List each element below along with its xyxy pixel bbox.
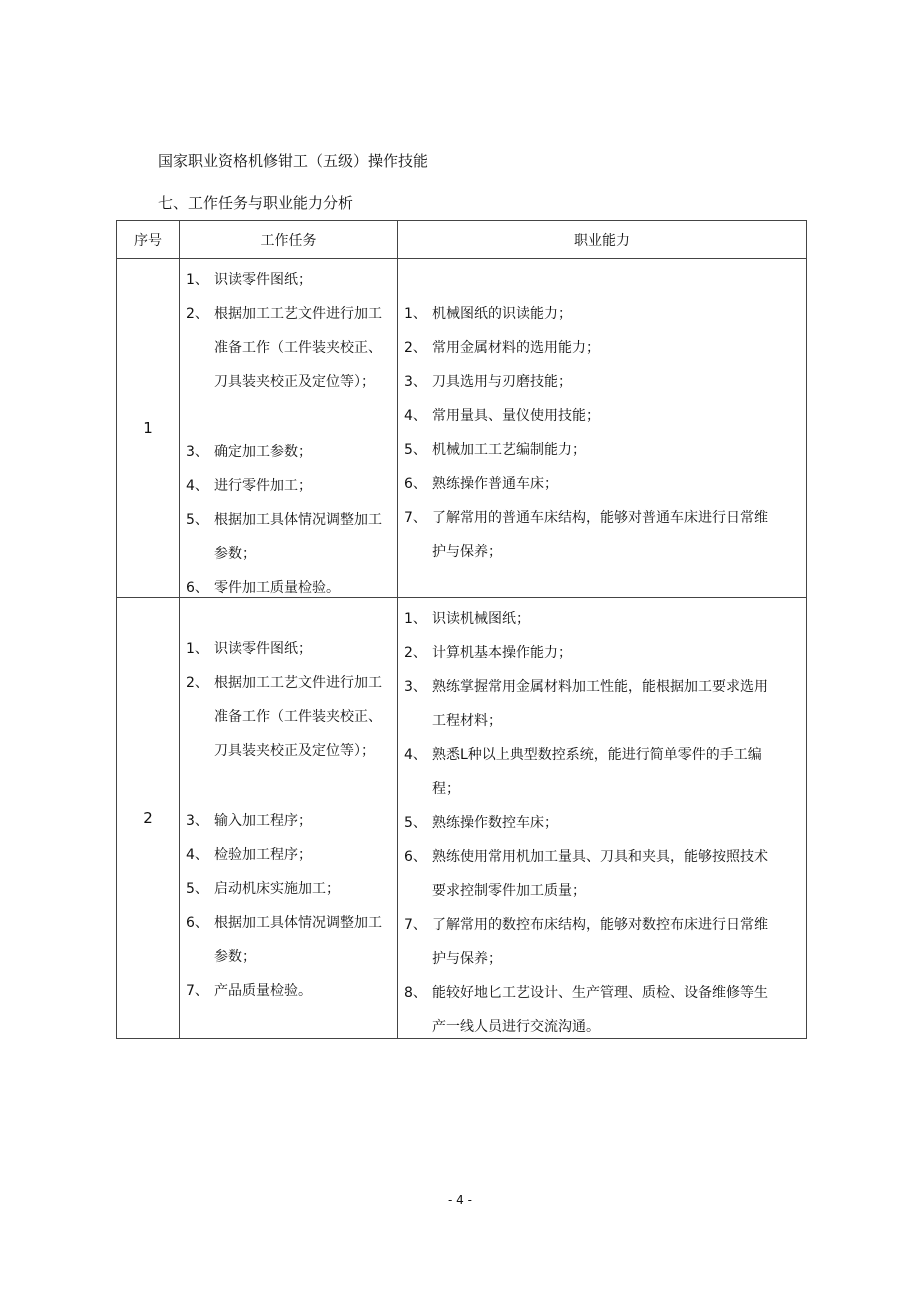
capability-cell [398, 259, 807, 598]
item-number: 3、 [186, 813, 209, 829]
list-item [186, 263, 393, 297]
item-text: 准备工作（工件装夹校正、 [214, 709, 382, 725]
item-number: 4、 [404, 747, 427, 763]
item-text: 输入加工程序； [214, 813, 312, 829]
item-text: 确定加工参数； [214, 444, 312, 460]
item-text: 零件加工质量检验。 [214, 580, 340, 596]
item-number: 7、 [404, 510, 427, 526]
item-number: 2、 [186, 306, 209, 322]
item-text: 根据加工工艺文件进行加工 [214, 306, 382, 322]
item-number: 6、 [404, 849, 427, 865]
item-text: 了解常用的普通车床结构，能够对普通车床进行日常维 [432, 510, 768, 526]
item-text: 识读零件图纸； [214, 641, 312, 657]
list-item [186, 974, 393, 1008]
item-number: 7、 [186, 983, 209, 999]
item-text: 机械加工工艺编制能力； [432, 442, 586, 458]
capability-list [398, 598, 806, 1038]
list-item [404, 365, 802, 399]
task-cell [180, 598, 398, 1039]
capability-list [398, 259, 806, 597]
item-text: 常用金属材料的选用能力； [432, 340, 600, 356]
column-header-task: 工作任务 [180, 221, 398, 259]
item-text: 刀具装夹校正及定位等）； [214, 743, 375, 759]
item-text: 熟悉L种以上典型数控系统，能进行简单零件的手工编 [432, 747, 762, 763]
item-text: 根据加工具体情况调整加工 [214, 915, 382, 931]
list-item [186, 503, 393, 571]
list-item [186, 804, 393, 838]
list-item [186, 297, 393, 399]
item-number: 5、 [404, 442, 427, 458]
section-title: 七、工作任务与职业能力分析 [158, 194, 354, 212]
item-text: 程； [432, 781, 460, 797]
item-text: 启动机床实施加工； [214, 881, 340, 897]
document-title: 国家职业资格机修钳工（五级）操作技能 [158, 152, 429, 170]
item-text: 能较好地匕工艺设计、生产管理、质检、设备维修等生 [432, 985, 768, 1001]
column-header-seq: 序号 [117, 221, 180, 259]
item-text: 识读机械图纸； [432, 611, 530, 627]
item-text: 根据加工具体情况调整加工 [214, 512, 382, 528]
list-item [404, 297, 802, 331]
item-number: 4、 [186, 847, 209, 863]
item-number: 4、 [404, 408, 427, 424]
item-number: 6、 [404, 476, 427, 492]
item-number: 3、 [186, 444, 209, 460]
item-text: 了解常用的数控布床结构，能够对数控布床进行日常维 [432, 917, 768, 933]
item-text: 准备工作（工件装夹校正、 [214, 340, 382, 356]
item-text: 工程材料； [432, 713, 502, 729]
item-text: 护与保养； [432, 951, 502, 967]
list-item [186, 666, 393, 768]
list-item [404, 602, 802, 636]
row-seq: 1 [117, 259, 180, 598]
task-capability-table [116, 220, 807, 1039]
item-text: 护与保养； [432, 544, 502, 560]
list-item [404, 636, 802, 670]
column-header-capability: 职业能力 [398, 221, 807, 259]
item-text: 熟练操作普通车床； [432, 476, 558, 492]
item-text: 常用量具、量仪使用技能； [432, 408, 600, 424]
item-text: 熟练使用常用机加工量具、刀具和夹具，能够按照技术 [432, 849, 768, 865]
list-item [186, 838, 393, 872]
item-number: 5、 [186, 881, 209, 897]
list-item [404, 908, 802, 976]
item-number: 8、 [404, 985, 427, 1001]
list-item [404, 738, 802, 806]
item-text: 计算机基本操作能力； [432, 645, 572, 661]
item-text: 参数； [214, 949, 256, 965]
list-item [404, 670, 802, 738]
item-number: 6、 [186, 915, 209, 931]
item-number: 6、 [186, 580, 209, 596]
item-number: 2、 [404, 645, 427, 661]
item-text: 识读零件图纸； [214, 272, 312, 288]
list-item [404, 806, 802, 840]
list-item [404, 399, 802, 433]
table-row [117, 598, 807, 1039]
table-header-row [117, 221, 807, 259]
item-number: 2、 [404, 340, 427, 356]
item-number: 7、 [404, 917, 427, 933]
item-number: 1、 [404, 611, 427, 627]
capability-cell [398, 598, 807, 1039]
list-item [404, 433, 802, 467]
item-text: 检验加工程序； [214, 847, 312, 863]
list-item [404, 467, 802, 501]
item-text: 刀具装夹校正及定位等）； [214, 374, 375, 390]
list-item [404, 331, 802, 365]
task-cell [180, 259, 398, 598]
item-number: 3、 [404, 374, 427, 390]
row-seq: 2 [117, 598, 180, 1039]
list-item [186, 872, 393, 906]
item-text: 要求控制零件加工质量； [432, 883, 586, 899]
page-number: - 4 - [448, 1193, 472, 1207]
item-text: 参数； [214, 546, 256, 562]
item-number: 1、 [186, 272, 209, 288]
item-number: 2、 [186, 675, 209, 691]
list-item [404, 976, 802, 1044]
item-text: 熟练掌握常用金属材料加工性能，能根据加工要求选用 [432, 679, 768, 695]
item-text: 机械图纸的识读能力； [432, 306, 572, 322]
item-number: 4、 [186, 478, 209, 494]
item-number: 1、 [186, 641, 209, 657]
item-number: 5、 [404, 815, 427, 831]
list-item [186, 435, 393, 469]
table-row [117, 259, 807, 598]
task-list [180, 259, 397, 597]
item-number: 5、 [186, 512, 209, 528]
item-text: 根据加工工艺文件进行加工 [214, 675, 382, 691]
list-item [186, 632, 393, 666]
item-text: 进行零件加工； [214, 478, 312, 494]
list-item [404, 840, 802, 908]
item-text: 熟练操作数控车床； [432, 815, 558, 831]
item-text: 刀具选用与刃磨技能； [432, 374, 572, 390]
list-item [186, 469, 393, 503]
list-item [404, 501, 802, 569]
item-number: 3、 [404, 679, 427, 695]
list-item [186, 906, 393, 974]
item-text: 产一线人员进行交流沟通。 [432, 1019, 600, 1035]
task-list [180, 598, 397, 1038]
item-number: 1、 [404, 306, 427, 322]
item-text: 产品质量检验。 [214, 983, 312, 999]
